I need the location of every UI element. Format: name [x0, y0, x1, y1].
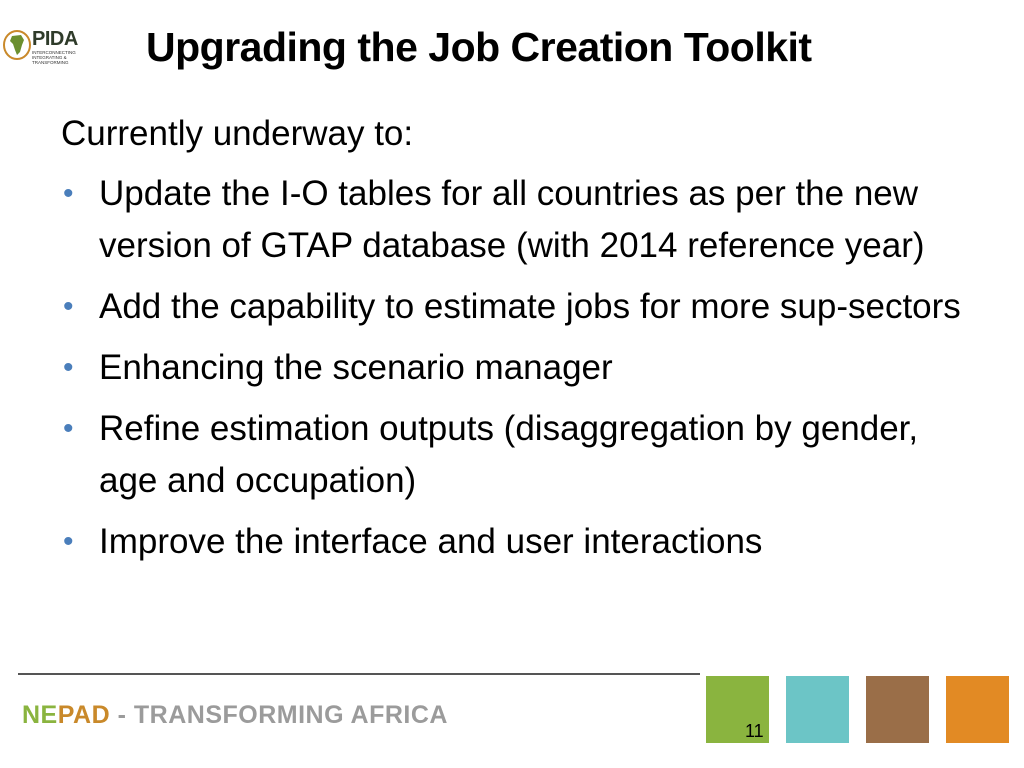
- bullet-dot-icon: •: [63, 290, 74, 323]
- bullet-dot-icon: •: [63, 525, 74, 558]
- footer-divider: [18, 673, 700, 675]
- slide-body: [61, 108, 961, 577]
- footer-tagline: - TRANSFORMING AFRICA: [110, 701, 448, 729]
- bullet-item: [61, 281, 961, 333]
- bullet-dot-icon: •: [63, 412, 74, 445]
- bullet-text: Enhancing the scenario manager: [99, 348, 613, 387]
- brand-ne: NE: [22, 701, 58, 729]
- bullet-item: [61, 516, 961, 568]
- footer-brand: [22, 701, 448, 730]
- orange-square: [946, 676, 1009, 743]
- teal-square: [786, 676, 849, 743]
- africa-globe-icon: [2, 28, 32, 62]
- bullet-item: [61, 168, 961, 272]
- intro-text: Currently underway to:: [61, 114, 414, 153]
- bullet-text: Improve the interface and user interactions: [99, 522, 763, 561]
- pida-logo: [2, 26, 88, 66]
- bullet-item: [61, 342, 961, 394]
- logo-text: PIDA: [32, 28, 78, 50]
- page-number: 11: [745, 721, 764, 741]
- bullet-text: Add the capability to estimate jobs for more sup-sectors: [99, 287, 961, 326]
- slide-title: Upgrading the Job Creation Toolkit: [146, 24, 812, 70]
- bullet-text: Refine estimation outputs (disaggregation by gender, age and occupation): [99, 409, 919, 500]
- brand-pad: PAD: [57, 701, 111, 729]
- brown-square: [866, 676, 929, 743]
- bullet-list: [61, 168, 961, 568]
- bullet-item: [61, 403, 961, 507]
- bullet-text: Update the I-O tables for all countries as per the new version of GTAP database (with 2014 reference year): [99, 174, 925, 265]
- bullet-dot-icon: •: [63, 177, 74, 210]
- bullet-dot-icon: •: [63, 351, 74, 384]
- logo-subtitle: INTERCONNECTING INTEGRATING & TRANSFORMING: [32, 50, 76, 65]
